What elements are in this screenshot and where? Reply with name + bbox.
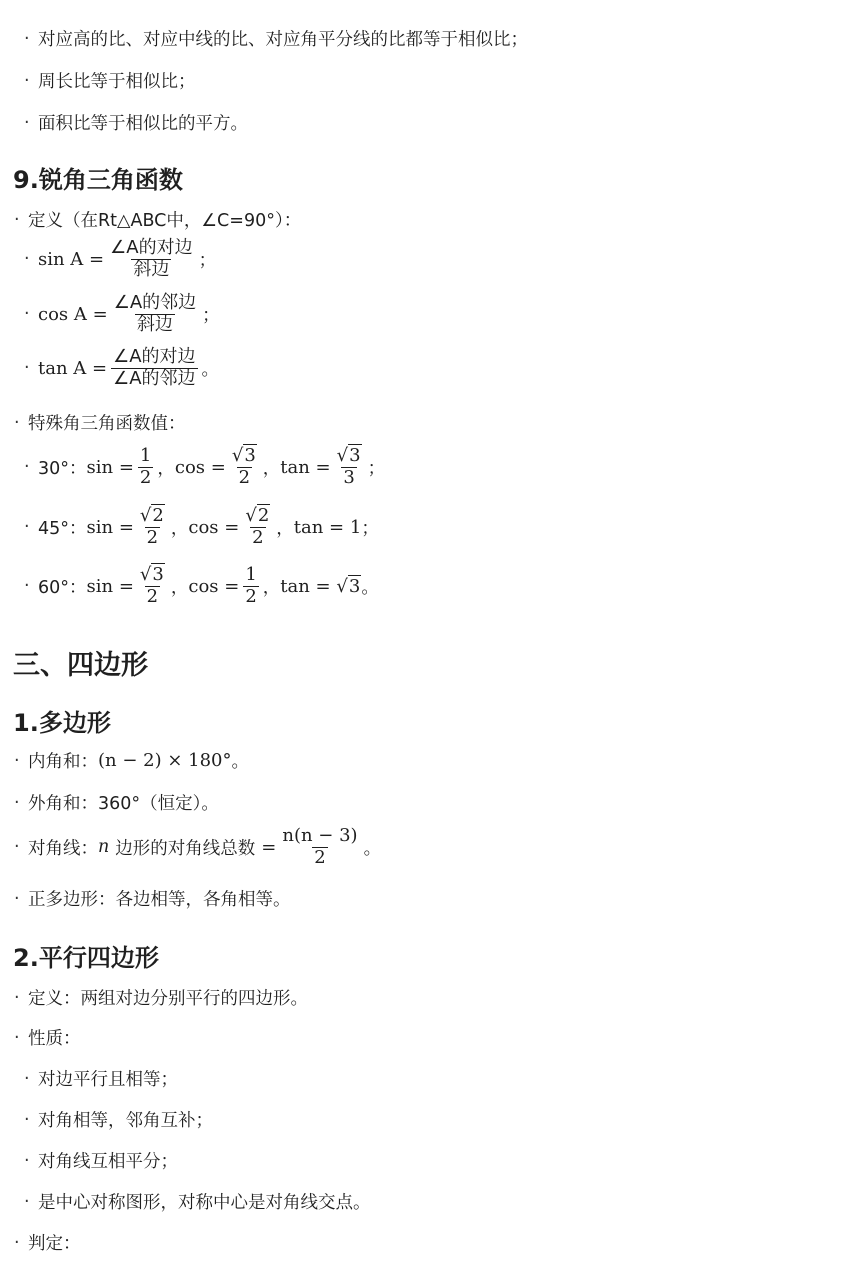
list-item: · 是中心对称图形，对称中心是对角线交点。 [24, 1191, 371, 1213]
fraction: $\frac{\text{∠A的邻边}}{\text{斜边}}$ [113, 292, 197, 335]
list-item: · 面积比等于相似比的平方。 [24, 112, 248, 134]
list-item: · 对角线： n 边形的对角线总数 = $\frac{n(n - 3)}{2}$ 。 [14, 825, 382, 868]
list-item: · 性质： [14, 1027, 81, 1049]
list-item: · 对边平行且相等； [24, 1068, 178, 1090]
list-item: · 正多边形：各边相等，各角相等。 [14, 888, 291, 910]
list-item: · 周长比等于相似比； [24, 70, 196, 92]
list-item: · 外角和：360°（恒定）。 [14, 792, 219, 814]
list-item: · 判定： [14, 1232, 81, 1254]
fraction: $\frac{\text{∠A的对边}}{\text{∠A的邻边}}$ [113, 346, 196, 389]
section-heading: 9.锐角三角函数 [13, 166, 183, 194]
list-item: · 对角相等，邻角互补； [24, 1109, 213, 1131]
list-item: · 定义（在Rt△ABC中，∠C=90°）： [14, 209, 302, 231]
list-item: · 内角和： (n − 2) × 180° 。 [14, 750, 249, 772]
list-item: · 对角线互相平分； [24, 1150, 178, 1172]
special-angle-60: · 60°： sin = $\frac{√3}{2}$ ， cos = $\frac{1}{2}$ ， tan = √3 。 [24, 564, 379, 607]
formula-sin: · sin A = $\frac{\text{∠A的对边}}{\text{斜边}}$ ； [24, 237, 217, 280]
section-heading: 2.平行四边形 [13, 944, 159, 972]
formula-tan: · tan A = $\frac{\text{∠A的对边}}{\text{∠A的邻边}}$ 。 [24, 346, 220, 389]
formula-cos: · cos A = $\frac{\text{∠A的邻边}}{\text{斜边}}$ ； [24, 292, 220, 335]
special-angle-45: · 45°： sin = $\frac{√2}{2}$ ， cos = $\frac{√2}{2}$ ， tan = 1 ； [24, 505, 379, 548]
list-item: · 对应高的比、对应中线的比、对应角平分线的比都等于相似比； [24, 28, 528, 50]
list-item: · 特殊角三角函数值： [14, 412, 186, 434]
special-angle-30: · 30°： sin = $\frac{1}{2}$ ， cos = $\frac{√3}{2}$ ， tan = $\frac{√3}{3}$ ； [24, 445, 386, 488]
list-item: · 定义：两组对边分别平行的四边形。 [14, 987, 308, 1009]
chapter-heading: 三、四边形 [13, 650, 148, 681]
fraction: $\frac{\text{∠A的对边}}{\text{斜边}}$ [110, 237, 193, 280]
section-heading: 1.多边形 [13, 709, 111, 737]
